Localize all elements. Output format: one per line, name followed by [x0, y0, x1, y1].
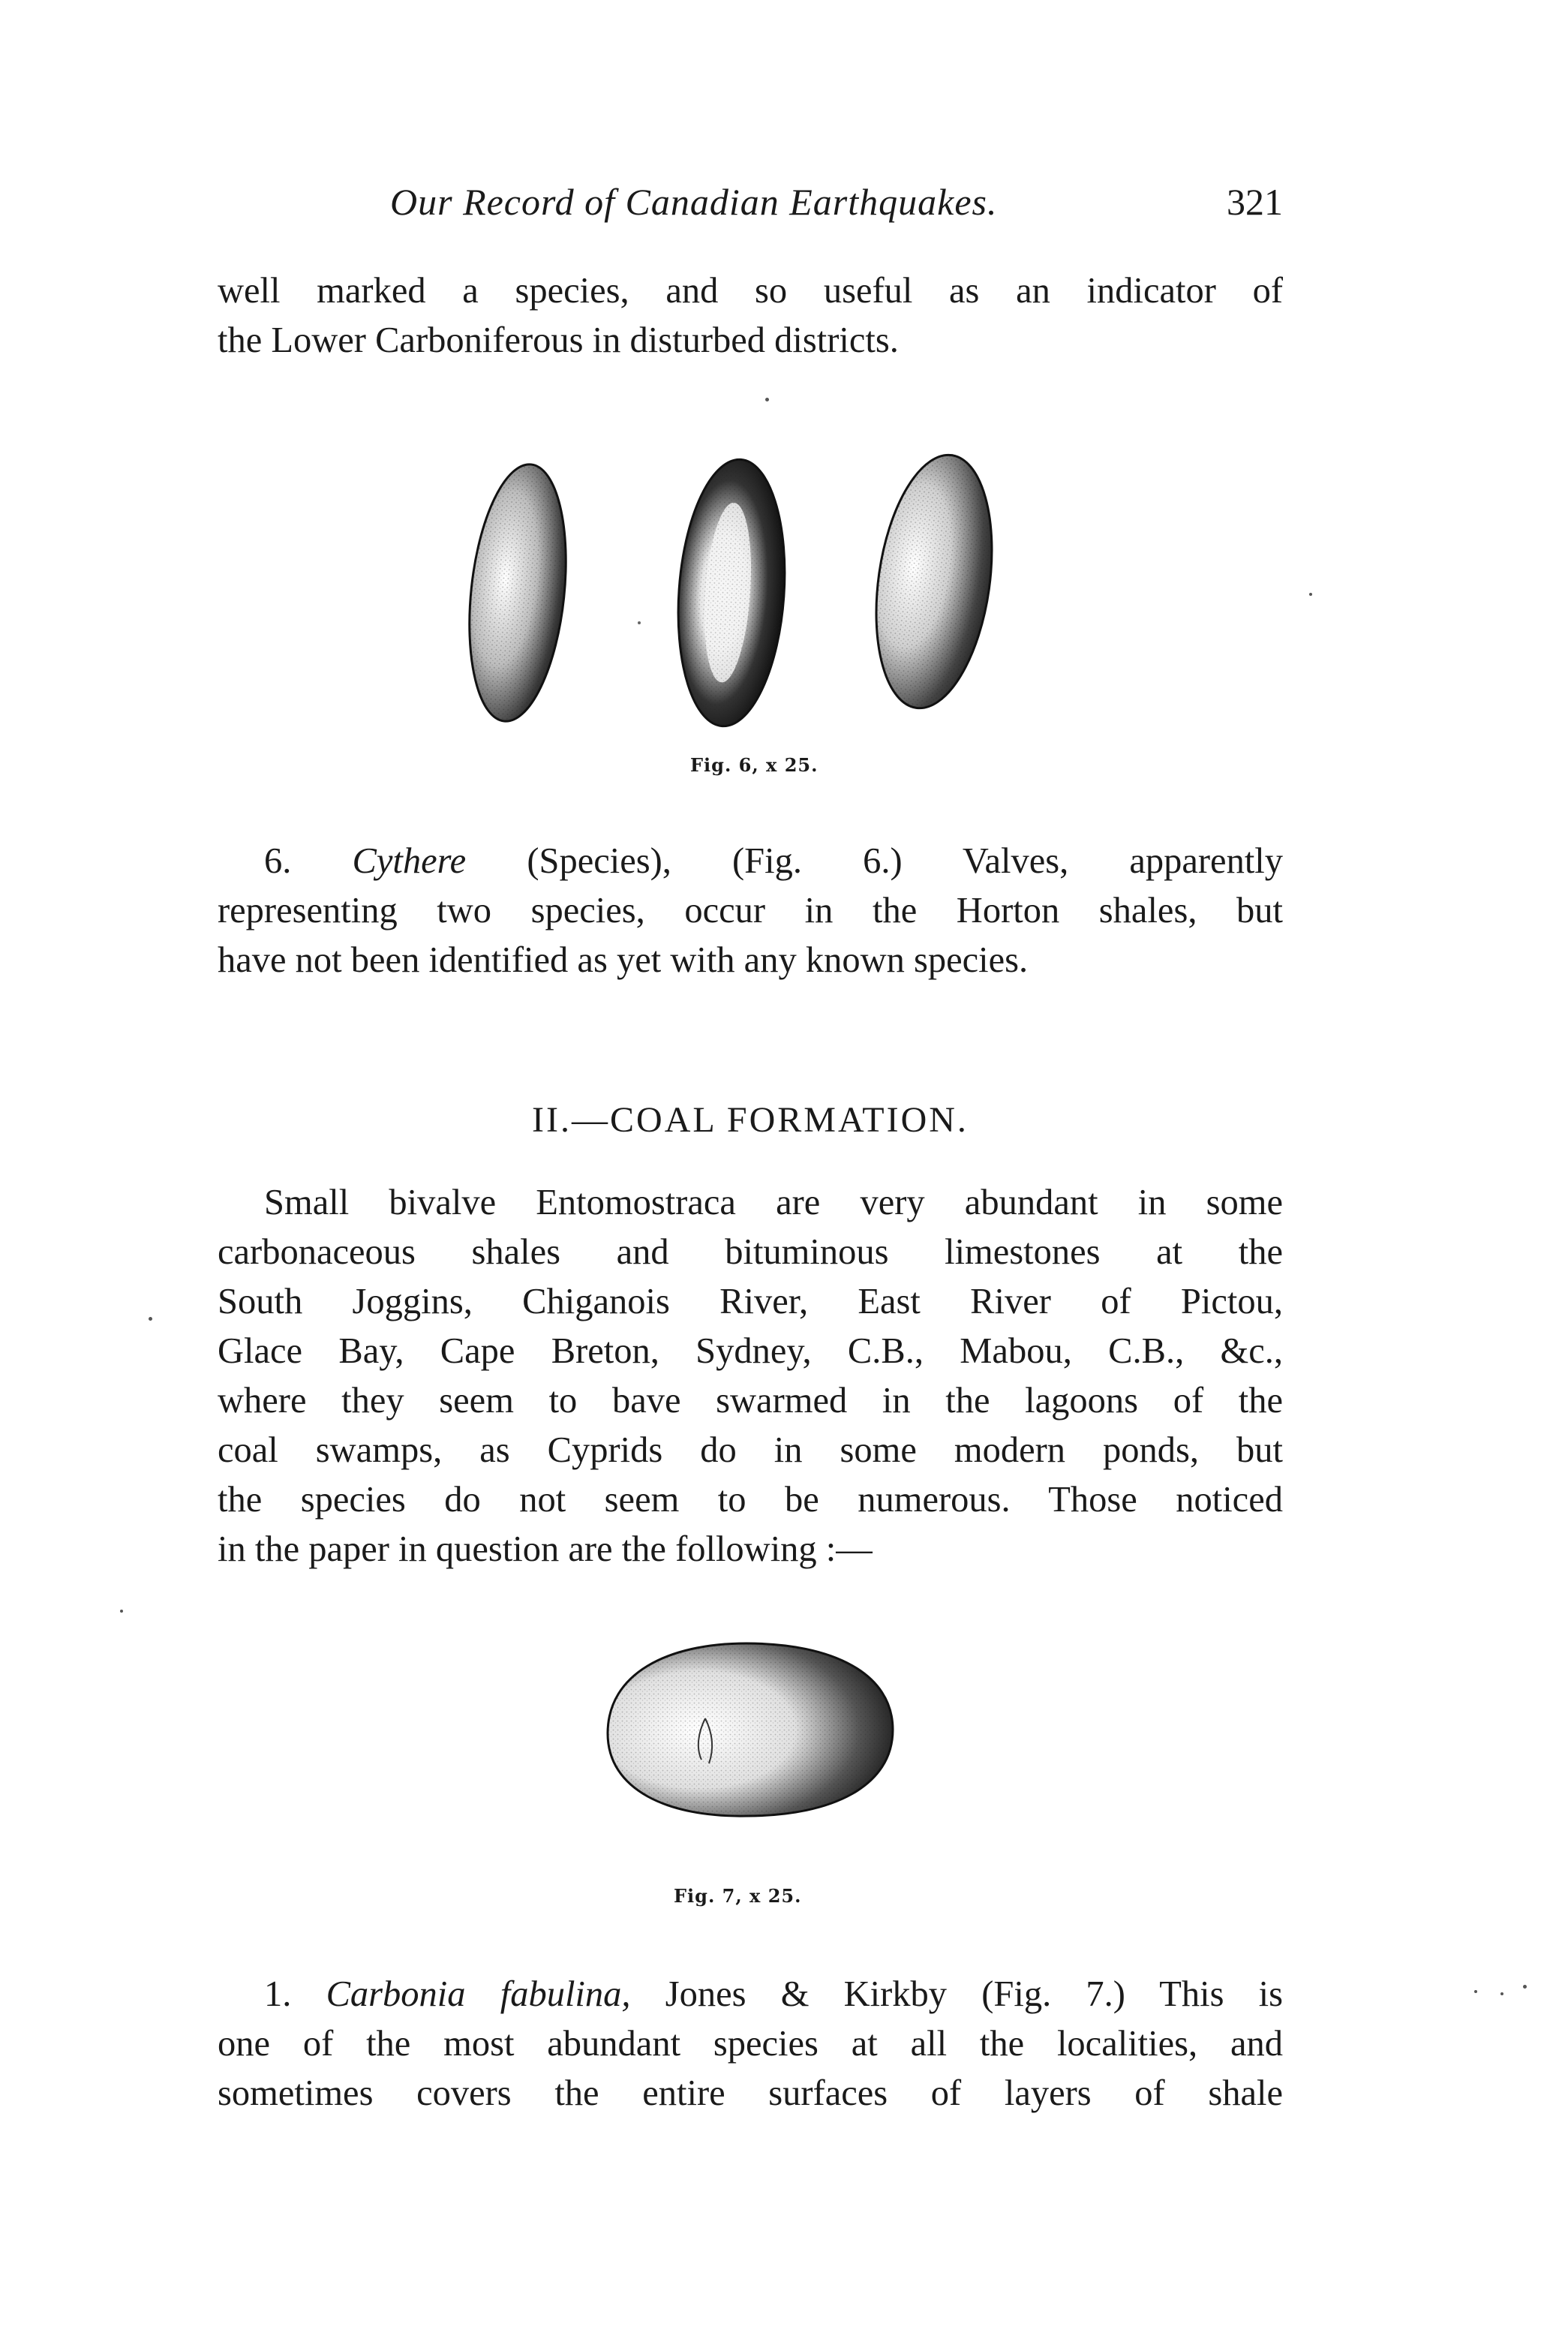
paragraph-3-line-6: coal swamps, as Cyprids do in some modern ponds, but: [218, 1430, 1283, 1470]
print-speck: [120, 1610, 123, 1613]
print-speck: [1474, 1990, 1477, 1993]
paragraph-4-line-2: one of the most abundant species at all the localities, and: [218, 2024, 1283, 2064]
paragraph-3-line-2: carbonaceous shales and bituminous limestones at the: [218, 1232, 1283, 1272]
paragraph-2-line-1-rest: (Species), (Fig. 6.) Valves, apparently: [527, 841, 1284, 881]
genus-name: Cythere: [352, 841, 467, 881]
item-number: 1.: [264, 1974, 292, 2014]
paragraph-3-line-7: the species do not seem to be numerous. Those noticed: [218, 1480, 1283, 1520]
figure-7-carbonia-valve: [585, 1621, 915, 1838]
paragraph-3-line-1: Small bivalve Entomostraca are very abundant in some: [264, 1183, 1283, 1222]
paragraph-3-line-4: Glace Bay, Cape Breton, Sydney, C.B., Mabou, C.B., &c.,: [218, 1331, 1283, 1371]
paragraph-3: [218, 1178, 1283, 1574]
paragraph-3-line-8: in the paper in question are the following :—: [218, 1529, 873, 1569]
paragraph-1-line-2: the Lower Carboniferous in disturbed districts.: [218, 320, 899, 360]
paragraph-3-line-5: where they seem to bave swarmed in the lagoons of the: [218, 1381, 1283, 1421]
paragraph-4-line-1: [218, 1970, 1283, 2019]
running-head: [218, 180, 1283, 240]
figure-7-illustration: [585, 1621, 915, 1838]
figure-6-ostracod-valves: [465, 439, 1035, 754]
print-speck: [149, 1317, 152, 1321]
page-number: 321: [1227, 181, 1283, 223]
paragraph-2: [218, 837, 1283, 985]
paragraph-1-line-1: well marked a species, and so useful as an indicator of: [218, 271, 1283, 311]
valve-right: [861, 447, 1007, 715]
figure-6-illustration: [465, 439, 1035, 754]
paragraph-4-line-1-rest: Jones & Kirkby (Fig. 7.) This is: [665, 1974, 1284, 2014]
figure-6-caption: Fig. 6, x 25.: [690, 754, 819, 776]
figure-7-caption: Fig. 7, x 25.: [674, 1885, 802, 1907]
species-name: Carbonia fabulina,: [326, 1974, 631, 2014]
item-number: 6.: [264, 841, 292, 881]
paragraph-4: [218, 1970, 1283, 2118]
paragraph-3-line-3: South Joggins, Chiganois River, East River of Pictou,: [218, 1282, 1283, 1321]
paragraph-2-line-3: have not been identified as yet with any known species.: [218, 940, 1029, 980]
section-heading: II.—COAL FORMATION.: [532, 1100, 969, 1140]
paragraph-2-line-1: [218, 837, 1283, 886]
print-speck: [1500, 1992, 1503, 1995]
paragraph-2-line-2: representing two species, occur in the Horton shales, but: [218, 891, 1283, 930]
print-speck: [1523, 1985, 1527, 1989]
paragraph-4-line-3: sometimes covers the entire surfaces of layers of shale: [218, 2073, 1283, 2113]
running-title: Our Record of Canadian Earthquakes.: [390, 181, 998, 223]
print-speck: [765, 398, 769, 401]
paragraph-1: [218, 266, 1283, 365]
valve-left: [465, 459, 578, 726]
valve-middle: [670, 456, 793, 730]
print-speck: [1309, 593, 1312, 596]
